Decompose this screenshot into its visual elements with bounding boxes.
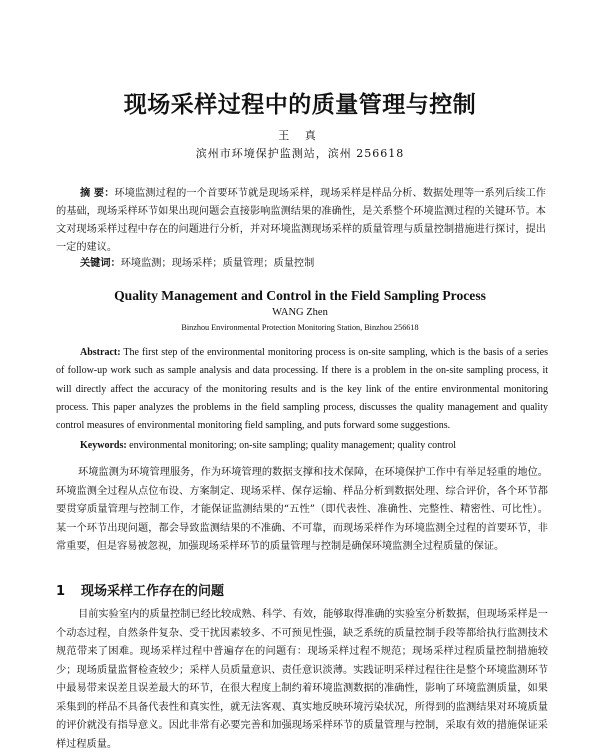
author-en: WANG Zhen: [272, 307, 328, 318]
affiliation-cn: 滨州市环境保护监测站，滨州 256618: [195, 147, 405, 160]
section-1-heading: [56, 580, 224, 599]
keywords-cn: [56, 256, 546, 271]
body-paragraph-1: 环境监测为环境管理服务，作为环境管理的数据支撑和技术保障，在环境保护工作中有举足轻重的地位。环境监测全过程从点位布设、方案制定、现场采样、保存运输、样品分析到数据处理、综合评价，各个环节都要贯穿质量管理与控制工作，才能保证监测结果的“五性”（即代表性、准确性、完整性、精密性、可比性）。某一个环节出现问题，都会导致监测结果的不准确、不可靠，而现场采样作为环境监测全过程的首要环节，非常重要，但是容易被忽视，加强现场采样环节的质量管理与控制是确保环境监测全过程质量的保证。: [56, 467, 548, 552]
author-cn: 王 真: [278, 129, 322, 142]
paper-title-cn: 现场采样过程中的质量管理与控制: [123, 92, 477, 118]
keywords-cn-label: 关键词：: [80, 257, 121, 269]
abstract-en-label: Abstract:: [80, 347, 121, 358]
paper-title-en: Quality Management and Control in the Field Sampling Process: [114, 288, 486, 303]
body-paragraph-2: 目前实验室内的质量控制已经比较成熟、科学、有效，能够取得准确的实验室分析数据，但现场采样是一个动态过程，自然条件复杂、受干扰因素较多、不可预见性强，缺乏系统的质量控制手段等都给执行监测技术规范带来了困难。现场采样过程中普遍存在的问题有：现场采样过程不规范；现场采样过程质量控制措施较少；现场质量监督检查较少；采样人员质量意识、责任意识淡薄。实践证明采样过程往往是整个环境监测环节中最易带来误差且误差最大的环节，在很大程度上制约着环境监测数据的准确性，影响了环境监测质量，如果采集到的样品不具备代表性和真实性，就无法客观、真实地反映环境污染状况，所得到的监测结果对环境质量的评价就没有指导意义。因此非常有必要完善和加强现场采样环节的质量管理与控制，采取有效的措施保证采样过程质量。: [56, 609, 548, 750]
keywords-en-label: Keywords:: [80, 440, 127, 451]
abstract-cn: [56, 184, 546, 257]
keywords-en: [56, 439, 548, 453]
keywords-cn-text: 环境监测；现场采样；质量管理；质量控制: [120, 258, 315, 269]
keywords-en-text: environmental monitoring; on-site sampling; quality management; quality control: [126, 440, 457, 451]
abstract-en: [56, 344, 548, 435]
abstract-cn-label: 摘 要：: [80, 187, 115, 199]
section-1-title: 现场采样工作存在的问题: [81, 584, 225, 599]
section-1-number: 1: [56, 584, 66, 599]
abstract-en-text: The first step of the environmental monitoring process is on-site sampling, which is the basis of a series of follow-up work such as sample analysis and data processing. If there is a problem in the on-site sampling process, it will directly affect the accuracy of the monitoring results and is the key link of the entire environmental monitoring process. This paper analyzes the problems in the field sampling process, discusses the quality management and quality control measures of environmental monitoring field sampling, and puts forward some suggestions.: [56, 347, 548, 432]
affiliation-en: Binzhou Environmental Protection Monitoring Station, Binzhou 256618: [181, 323, 419, 332]
abstract-cn-text: 环境监测过程的一个首要环节就是现场采样，现场采样是样品分析、数据处理等一系列后续工作的基础，现场采样环节如果出现问题会直接影响监测结果的准确性，是关系整个环境监测过程的关键环节。本文对现场采样过程中存在的问题进行分析，并对环境监测现场采样的质量管理与质量控制措施进行探讨，提出一定的建议。: [56, 188, 546, 253]
